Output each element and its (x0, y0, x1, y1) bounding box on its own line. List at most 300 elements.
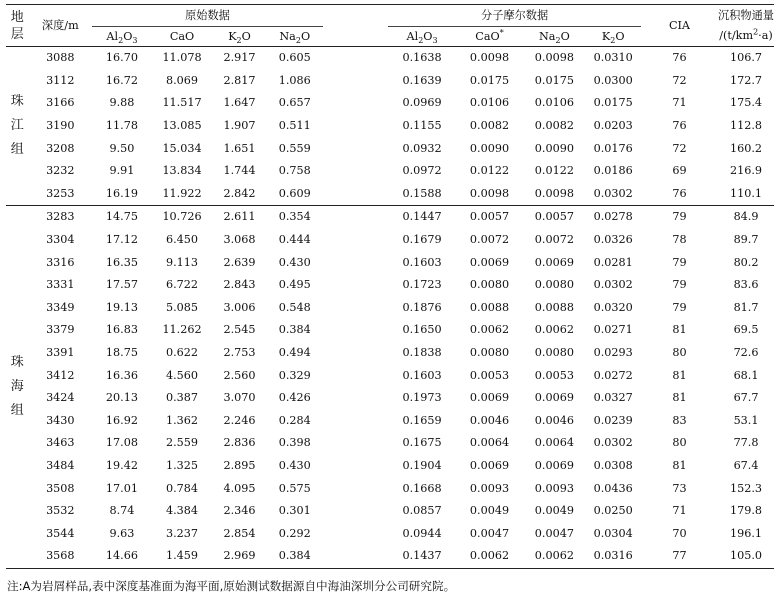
value-cell: 11.517 (162, 96, 202, 110)
value-cell: 9.50 (109, 141, 135, 155)
value-cell: 69 (672, 164, 687, 178)
header-stratum-label (6, 9, 28, 43)
value-cell: 70 (672, 526, 687, 540)
value-cell: 0.1155 (402, 119, 442, 133)
header-raw-cao: CaO (152, 27, 213, 47)
value-cell: 179.8 (730, 504, 763, 518)
value-cell: 216.9 (730, 164, 763, 178)
header-molar-na2o: $Na_2O$ (523, 27, 585, 47)
value-cell: 0.0090 (534, 141, 574, 155)
value-cell: 0.1650 (402, 323, 442, 337)
table-row (6, 160, 774, 183)
table-row (6, 92, 774, 115)
value-cell: 77.8 (733, 436, 759, 450)
value-cell: 73 (672, 481, 687, 495)
spacer-cell (323, 432, 389, 455)
value-cell: 2.753 (223, 346, 256, 360)
value-cell: 0.0098 (469, 51, 510, 65)
depth-cell: 3544 (46, 526, 75, 540)
value-cell: 0.0090 (469, 141, 510, 155)
header-stratum-char: 地 (10, 9, 24, 25)
value-cell: 0.0049 (534, 504, 574, 518)
spacer-cell (323, 206, 389, 229)
value-cell: 5.085 (166, 300, 199, 314)
value-cell: 0.0088 (469, 300, 510, 314)
table-row (6, 70, 774, 93)
spacer-cell (323, 251, 389, 274)
value-cell: 0.1603 (402, 368, 442, 382)
value-cell: 1.907 (223, 119, 256, 133)
value-cell: 0.559 (278, 141, 311, 155)
spacer-cell (323, 387, 389, 410)
spacer-cell (323, 545, 389, 568)
depth-cell: 3208 (46, 141, 75, 155)
spacer-cell (323, 137, 389, 160)
header-raw-k2o: $K_2O$ (212, 27, 266, 47)
depth-cell: 3112 (46, 73, 75, 87)
value-cell: 0.398 (278, 436, 311, 450)
value-cell: 81.7 (733, 300, 759, 314)
value-cell: 0.758 (278, 164, 311, 178)
value-cell: 0.0080 (534, 278, 574, 292)
value-cell: 68.1 (733, 368, 759, 382)
value-cell: 0.384 (267, 545, 323, 568)
value-cell: 0.1904 (402, 458, 442, 472)
value-cell: 0.0069 (534, 391, 574, 405)
value-cell: 0.0436 (593, 481, 633, 495)
value-cell: 105.0 (718, 545, 774, 568)
stratum-char: 珠 (10, 94, 24, 110)
value-cell: 0.0062 (469, 323, 510, 337)
value-cell: 1.651 (223, 141, 256, 155)
value-cell: 0.0062 (523, 545, 585, 568)
value-cell: 0.0327 (593, 391, 633, 405)
spacer-cell (323, 477, 389, 500)
table-row (6, 545, 774, 568)
spacer-cell (323, 92, 389, 115)
value-cell: 0.0326 (593, 233, 633, 247)
stratum-char: 江 (10, 118, 24, 134)
depth-cell: 3424 (46, 391, 75, 405)
value-cell: 81 (672, 368, 687, 382)
value-cell: 0.0098 (469, 186, 510, 200)
value-cell: 175.4 (730, 96, 763, 110)
value-cell: 0.0053 (469, 368, 510, 382)
value-cell: 0.0088 (534, 300, 574, 314)
value-cell: 10.726 (152, 206, 213, 229)
table-row (6, 364, 774, 387)
value-cell: 16.72 (105, 73, 138, 87)
header-cia: CIA (641, 5, 718, 47)
value-cell: 1.086 (278, 73, 311, 87)
depth-cell: 3568 (28, 545, 92, 568)
value-cell: 0.0308 (593, 458, 633, 472)
value-cell: 0.0093 (469, 481, 510, 495)
table-row (6, 137, 774, 160)
value-cell: 17.57 (105, 278, 138, 292)
value-cell: 0.657 (278, 96, 311, 110)
value-cell: 0.1638 (402, 51, 442, 65)
header-molar-k2o: $K_2O$ (586, 27, 641, 47)
value-cell: 2.560 (223, 368, 256, 382)
value-cell: 0.575 (278, 481, 311, 495)
stratum-cell (6, 47, 28, 206)
value-cell: 16.83 (105, 323, 138, 337)
depth-cell: 3379 (46, 323, 75, 337)
spacer-cell (323, 410, 389, 433)
header-flux-line1: 沉积物通量 (718, 8, 774, 22)
value-cell: 79 (672, 255, 687, 269)
value-cell: 2.895 (223, 458, 256, 472)
value-cell: 0.444 (278, 233, 311, 247)
value-cell: 15.034 (162, 141, 202, 155)
value-cell: 196.1 (730, 526, 763, 540)
value-cell: 0.301 (278, 504, 311, 518)
value-cell: 3.006 (223, 300, 256, 314)
value-cell: 71 (672, 504, 687, 518)
value-cell: 13.834 (162, 164, 202, 178)
value-cell: 8.74 (109, 504, 135, 518)
value-cell: 0.430 (278, 458, 311, 472)
header-raw-al2o3: $Al_2O_3$ (92, 27, 152, 47)
value-cell: 0.0293 (593, 346, 633, 360)
value-cell: 78 (672, 233, 687, 247)
table-row (6, 432, 774, 455)
value-cell: 76 (672, 186, 687, 200)
value-cell: 89.7 (733, 233, 759, 247)
value-cell: 0.0098 (534, 186, 574, 200)
value-cell: 1.362 (166, 413, 199, 427)
value-cell: 16.70 (105, 51, 138, 65)
header-stratum-char: 层 (10, 26, 24, 42)
value-cell: 0.0175 (534, 73, 574, 87)
value-cell: 0.292 (278, 526, 311, 540)
spacer-cell (323, 500, 389, 523)
depth-cell: 3391 (46, 346, 75, 360)
value-cell: 2.842 (223, 186, 256, 200)
value-cell: 0.0239 (593, 413, 633, 427)
value-cell: 0.0316 (586, 545, 641, 568)
value-cell: 0.0203 (593, 119, 633, 133)
value-cell: 2.611 (212, 206, 266, 229)
spacer-cell (323, 342, 389, 365)
depth-cell: 3316 (46, 255, 75, 269)
value-cell: 0.0082 (469, 119, 510, 133)
spacer-cell (323, 319, 389, 342)
value-cell: 0.0302 (593, 278, 633, 292)
value-cell: 2.836 (223, 436, 256, 450)
value-cell: 0.0250 (593, 504, 633, 518)
value-cell: 0.0062 (534, 323, 574, 337)
value-cell: 0.0093 (534, 481, 574, 495)
depth-cell: 3349 (46, 300, 75, 314)
value-cell: 0.0281 (593, 255, 633, 269)
depth-cell: 3088 (46, 51, 75, 65)
value-cell: 0.329 (278, 368, 311, 382)
value-cell: 0.0272 (593, 368, 633, 382)
value-cell: 0.0969 (402, 96, 442, 110)
value-cell: 0.1723 (402, 278, 442, 292)
value-cell: 110.1 (730, 186, 763, 200)
table-row (6, 522, 774, 545)
value-cell: 2.917 (223, 51, 256, 65)
value-cell: 0.0072 (469, 233, 510, 247)
spacer-cell (323, 115, 389, 138)
stratum-char: 组 (10, 402, 24, 418)
value-cell: 11.922 (162, 186, 202, 200)
table-row (6, 47, 774, 70)
value-cell: 0.0080 (534, 346, 574, 360)
value-cell: 0.0310 (593, 51, 633, 65)
value-cell: 4.560 (166, 368, 199, 382)
value-cell: 0.0320 (593, 300, 633, 314)
value-cell: 0.0080 (469, 278, 510, 292)
value-cell: 71 (672, 96, 687, 110)
spacer-cell (323, 297, 389, 320)
value-cell: 0.511 (278, 119, 311, 133)
value-cell: 4.095 (223, 481, 256, 495)
spacer-cell (323, 229, 389, 252)
value-cell: 0.384 (278, 323, 311, 337)
value-cell: 18.75 (105, 346, 138, 360)
value-cell: 0.1679 (402, 233, 442, 247)
value-cell: 0.1447 (388, 206, 455, 229)
value-cell: 19.13 (105, 300, 138, 314)
header-row-1 (6, 5, 774, 27)
value-cell: 80 (672, 436, 687, 450)
depth-cell: 3253 (46, 186, 75, 200)
value-cell: 4.384 (166, 504, 199, 518)
value-cell: 16.92 (105, 413, 138, 427)
value-cell: 80.2 (733, 255, 759, 269)
value-cell: 0.0098 (534, 51, 574, 65)
value-cell: 11.078 (162, 51, 202, 65)
value-cell: 79 (672, 300, 687, 314)
depth-cell: 3430 (46, 413, 75, 427)
value-cell: 1.325 (166, 458, 199, 472)
depth-cell: 3412 (46, 368, 75, 382)
value-cell: 19.42 (105, 458, 138, 472)
value-cell: 3.237 (166, 526, 199, 540)
header-flux (718, 5, 774, 47)
value-cell: 2.246 (223, 413, 256, 427)
header-molar-cao: CaO* (456, 27, 523, 47)
value-cell: 0.0057 (456, 206, 523, 229)
value-cell: 160.2 (730, 141, 763, 155)
table-row (6, 115, 774, 138)
table-row (6, 319, 774, 342)
value-cell: 0.0047 (469, 526, 510, 540)
value-cell: 0.0080 (469, 346, 510, 360)
table-row (6, 455, 774, 478)
depth-cell: 3283 (28, 206, 92, 229)
value-cell: 2.817 (223, 73, 256, 87)
value-cell: 72 (672, 141, 687, 155)
depth-cell: 3166 (46, 96, 75, 110)
depth-cell: 3508 (46, 481, 75, 495)
value-cell: 0.495 (278, 278, 311, 292)
value-cell: 106.7 (730, 51, 763, 65)
table-row (6, 274, 774, 297)
value-cell: 9.91 (109, 164, 135, 178)
table-note: 注:A为岩屑样品,表中深度基准面为海平面,原始测试数据源自中海油深圳分公司研究院。 (7, 579, 456, 593)
value-cell: 0.0069 (534, 255, 574, 269)
value-cell: 81 (672, 391, 687, 405)
value-cell: 72 (672, 73, 687, 87)
value-cell: 76 (672, 51, 687, 65)
value-cell: 0.0064 (469, 436, 510, 450)
value-cell: 67.4 (733, 458, 759, 472)
depth-cell: 3484 (46, 458, 75, 472)
table-row (6, 297, 774, 320)
table-row (6, 477, 774, 500)
value-cell: 2.559 (166, 436, 199, 450)
table-row (6, 342, 774, 365)
value-cell: 2.545 (223, 323, 256, 337)
value-cell: 1.647 (223, 96, 256, 110)
value-cell: 0.1588 (402, 186, 442, 200)
header-molar-al2o3: $Al_2O_3$ (388, 27, 455, 47)
value-cell: 14.75 (92, 206, 152, 229)
table-row (6, 229, 774, 252)
depth-cell: 3232 (46, 164, 75, 178)
value-cell: 0.0857 (402, 504, 442, 518)
value-cell: 81 (672, 458, 687, 472)
spacer-cell (323, 160, 389, 183)
value-cell: 0.0053 (534, 368, 574, 382)
value-cell: 9.113 (166, 255, 199, 269)
value-cell: 0.1838 (402, 346, 442, 360)
value-cell: 0.0072 (534, 233, 574, 247)
stratum-char: 组 (10, 142, 24, 158)
value-cell: 0.0175 (469, 73, 510, 87)
value-cell: 17.01 (105, 481, 138, 495)
spacer-cell (323, 70, 389, 93)
value-cell: 0.0278 (586, 206, 641, 229)
value-cell: 152.3 (730, 481, 763, 495)
value-cell: 0.0972 (402, 164, 442, 178)
value-cell: 2.854 (223, 526, 256, 540)
value-cell: 0.605 (278, 51, 311, 65)
value-cell: 81 (672, 323, 687, 337)
depth-cell: 3304 (46, 233, 75, 247)
spacer-cell (323, 455, 389, 478)
stratum-char: 珠 (10, 354, 24, 370)
value-cell: 0.0069 (534, 458, 574, 472)
value-cell: 16.35 (105, 255, 138, 269)
table-row (6, 206, 774, 229)
value-cell: 0.0047 (534, 526, 574, 540)
value-cell: 83 (672, 413, 687, 427)
value-cell: 17.12 (105, 233, 138, 247)
stratum-cell (6, 206, 28, 569)
value-cell: 20.13 (105, 391, 138, 405)
value-cell: 0.0069 (469, 458, 510, 472)
value-cell: 0.0082 (534, 119, 574, 133)
value-cell: 79 (641, 206, 718, 229)
value-cell: 13.085 (162, 119, 202, 133)
value-cell: 0.0106 (534, 96, 574, 110)
geochem-table (6, 4, 774, 569)
value-cell: 0.0302 (593, 436, 633, 450)
value-cell: 0.1675 (402, 436, 442, 450)
value-cell: 0.426 (278, 391, 311, 405)
value-cell: 0.0176 (593, 141, 633, 155)
value-cell: 0.548 (278, 300, 311, 314)
stratum-char: 海 (10, 378, 24, 394)
depth-cell: 3190 (46, 119, 75, 133)
value-cell: 76 (672, 119, 687, 133)
value-cell: 16.36 (105, 368, 138, 382)
value-cell: 0.0122 (534, 164, 574, 178)
value-cell: 6.450 (166, 233, 199, 247)
value-cell: 53.1 (733, 413, 759, 427)
depth-cell: 3463 (46, 436, 75, 450)
value-cell: 72.6 (733, 346, 759, 360)
table-row (6, 410, 774, 433)
value-cell: 0.784 (166, 481, 199, 495)
value-cell: 0.0106 (469, 96, 510, 110)
value-cell: 0.0057 (523, 206, 585, 229)
value-cell: 0.354 (267, 206, 323, 229)
value-cell: 1.459 (152, 545, 213, 568)
spacer-cell (323, 364, 389, 387)
value-cell: 6.722 (166, 278, 199, 292)
value-cell: 14.66 (92, 545, 152, 568)
table-body (6, 47, 774, 569)
value-cell: 2.639 (223, 255, 256, 269)
value-cell: 0.0271 (593, 323, 633, 337)
value-cell: 0.0122 (469, 164, 510, 178)
header-stratum (6, 5, 28, 47)
value-cell: 0.0064 (534, 436, 574, 450)
value-cell: 0.0175 (593, 96, 633, 110)
header-molar-group: 分子摩尔数据 (388, 5, 641, 27)
value-cell: 3.068 (223, 233, 256, 247)
spacer-cell (323, 183, 389, 206)
value-cell: 0.1876 (402, 300, 442, 314)
value-cell: 0.1437 (388, 545, 455, 568)
value-cell: 112.8 (730, 119, 763, 133)
value-cell: 11.262 (162, 323, 202, 337)
value-cell: 0.0049 (469, 504, 510, 518)
value-cell: 0.0304 (593, 526, 633, 540)
value-cell: 0.1973 (402, 391, 442, 405)
header-raw-na2o: $Na_2O$ (267, 27, 323, 47)
value-cell: 83.6 (733, 278, 759, 292)
value-cell: 2.346 (223, 504, 256, 518)
value-cell: 0.0944 (402, 526, 442, 540)
value-cell: 79 (672, 278, 687, 292)
value-cell: 0.387 (166, 391, 199, 405)
value-cell: 16.19 (105, 186, 138, 200)
table-row (6, 500, 774, 523)
table-row (6, 387, 774, 410)
depth-cell: 3532 (46, 504, 75, 518)
value-cell: 0.0062 (456, 545, 523, 568)
value-cell: 0.0300 (593, 73, 633, 87)
spacer-cell (323, 522, 389, 545)
value-cell: 0.622 (166, 346, 199, 360)
value-cell: 3.070 (223, 391, 256, 405)
value-cell: 17.08 (105, 436, 138, 450)
header-depth: 深度/m (28, 5, 92, 47)
value-cell: 0.0046 (469, 413, 510, 427)
depth-cell: 3331 (46, 278, 75, 292)
value-cell: 0.0069 (469, 255, 510, 269)
value-cell: 69.5 (733, 323, 759, 337)
header-flux-line2: $/(t/km^2\cdot a)$ (719, 26, 773, 42)
